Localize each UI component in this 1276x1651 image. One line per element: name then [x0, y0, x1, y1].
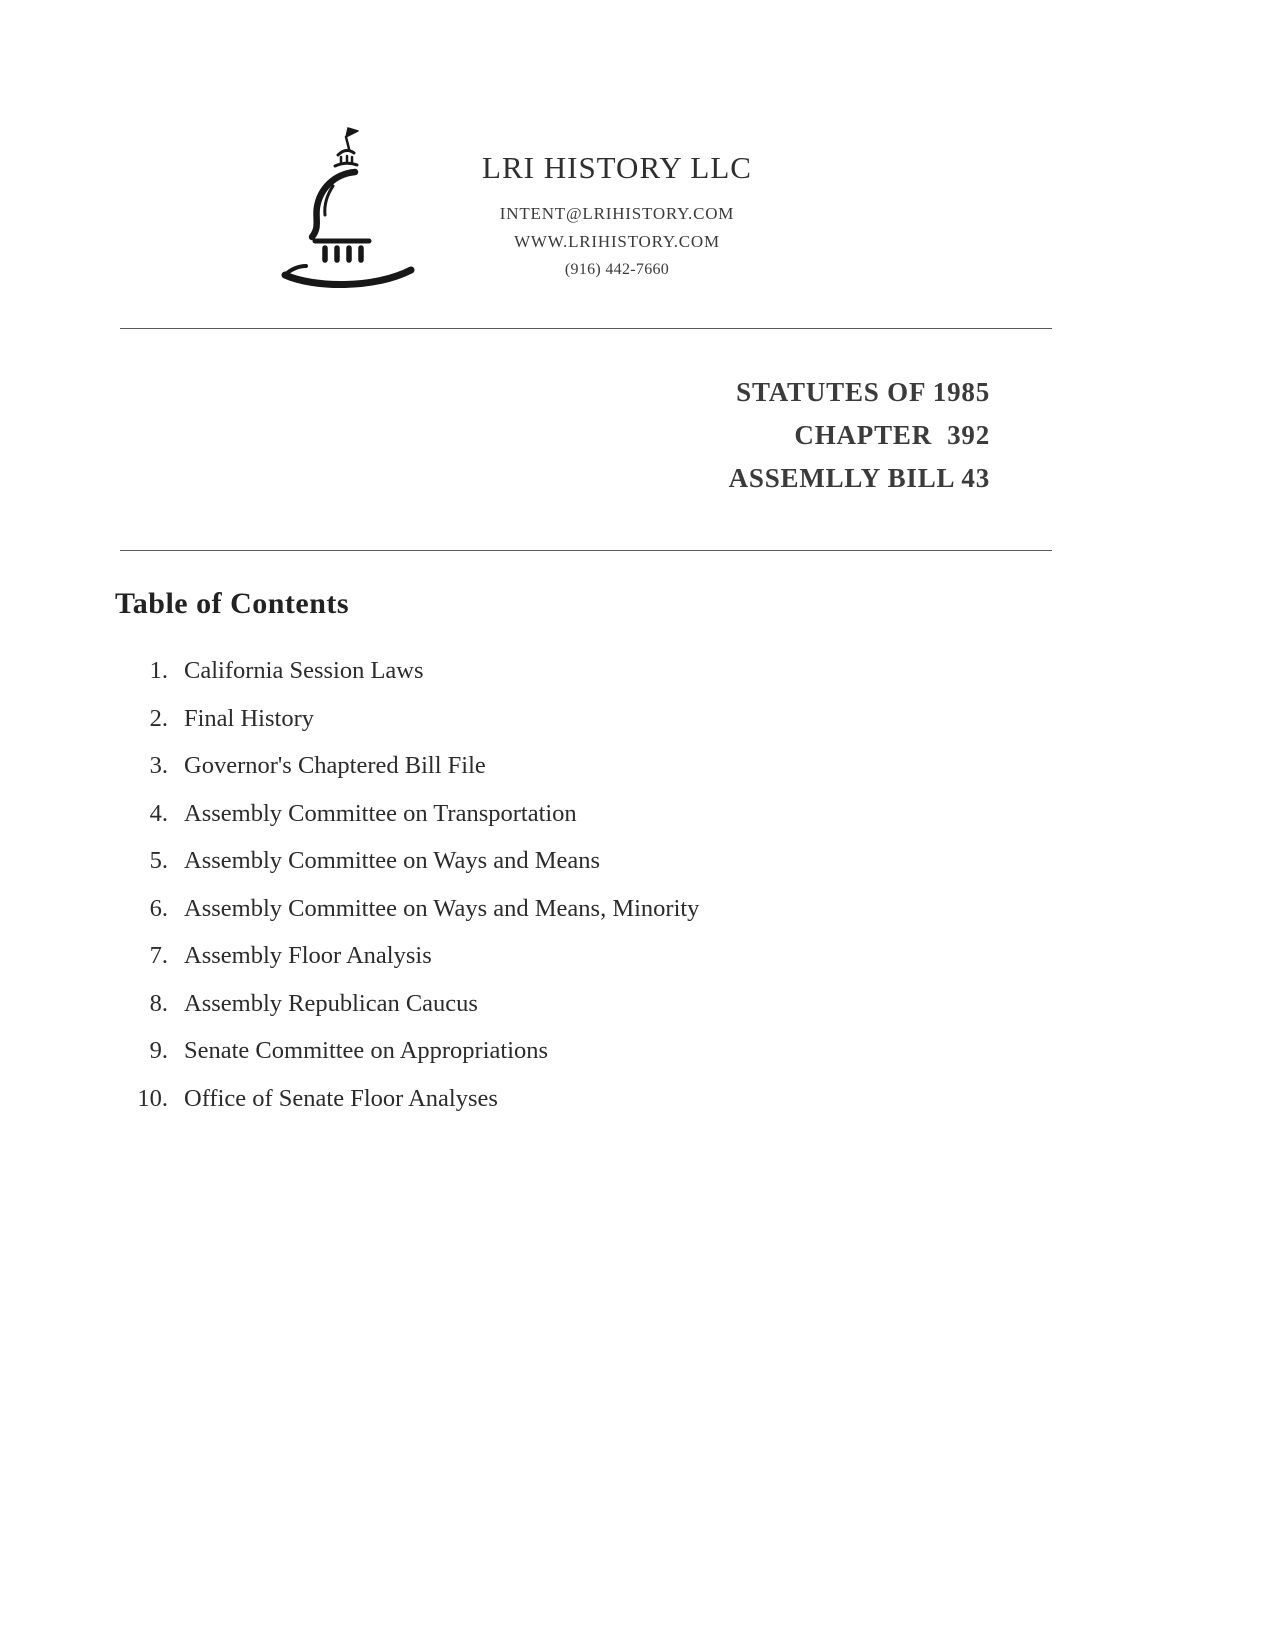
- divider-top: [120, 328, 1052, 329]
- toc-item-label: Assembly Committee on Transportation: [184, 799, 577, 827]
- toc-item-label: Final History: [184, 704, 314, 732]
- toc-item-label: Governor's Chaptered Bill File: [184, 752, 486, 779]
- toc-item-label: Office of Senate Floor Analyses: [184, 1084, 498, 1112]
- toc-item-label: Assembly Republican Caucus: [184, 989, 478, 1017]
- toc-item-number: 1.: [149, 657, 168, 684]
- toc-item-number: 2.: [149, 704, 168, 732]
- toc-item: [115, 980, 1276, 1028]
- toc-item: [115, 695, 1276, 743]
- toc-item: [115, 1075, 1276, 1123]
- chapter-line: CHAPTER 392: [794, 420, 990, 450]
- toc-item: [115, 647, 1276, 695]
- statutes-line: STATUTES OF 1985: [736, 377, 990, 407]
- toc-item: [115, 1027, 1276, 1075]
- toc-item-number: 8.: [149, 989, 168, 1017]
- toc-item-number: 9.: [149, 1037, 168, 1064]
- toc-item: [115, 837, 1276, 885]
- toc-item: [115, 790, 1276, 838]
- toc-item: [115, 885, 1276, 933]
- capitol-dome-icon: [272, 122, 422, 292]
- toc-item: [115, 932, 1276, 980]
- toc-item-label: Senate Committee on Appropriations: [184, 1037, 549, 1064]
- toc-heading: Table of Contents: [115, 587, 350, 620]
- bill-line: ASSEMLLY BILL 43: [728, 463, 990, 493]
- company-email: INTENT@LRIHISTORY.COM: [499, 204, 735, 223]
- toc-item-label: Assembly Floor Analysis: [184, 942, 432, 969]
- toc-item-number: 10.: [137, 1084, 168, 1112]
- letterhead: [272, 122, 1276, 292]
- toc-item-number: 6.: [149, 894, 168, 922]
- toc-item-number: 7.: [149, 942, 168, 969]
- capitol-logo: [272, 122, 422, 292]
- divider-bottom: [120, 550, 1052, 551]
- toc-list: [0, 647, 1276, 1122]
- company-name: LRI HISTORY LLC: [482, 150, 752, 185]
- company-website: WWW.LRIHISTORY.COM: [514, 232, 720, 251]
- statute-title-block: [0, 371, 990, 500]
- toc-item: [115, 742, 1276, 790]
- company-phone: (916) 442-7660: [564, 261, 670, 278]
- toc-item-label: California Session Laws: [184, 657, 424, 684]
- toc-item-label: Assembly Committee on Ways and Means, Minority: [184, 894, 700, 922]
- toc-item-label: Assembly Committee on Ways and Means: [184, 847, 601, 874]
- toc-item-number: 5.: [149, 847, 168, 874]
- contact-block: [422, 122, 812, 284]
- toc-item-number: 3.: [149, 752, 168, 779]
- toc-item-number: 4.: [149, 799, 168, 827]
